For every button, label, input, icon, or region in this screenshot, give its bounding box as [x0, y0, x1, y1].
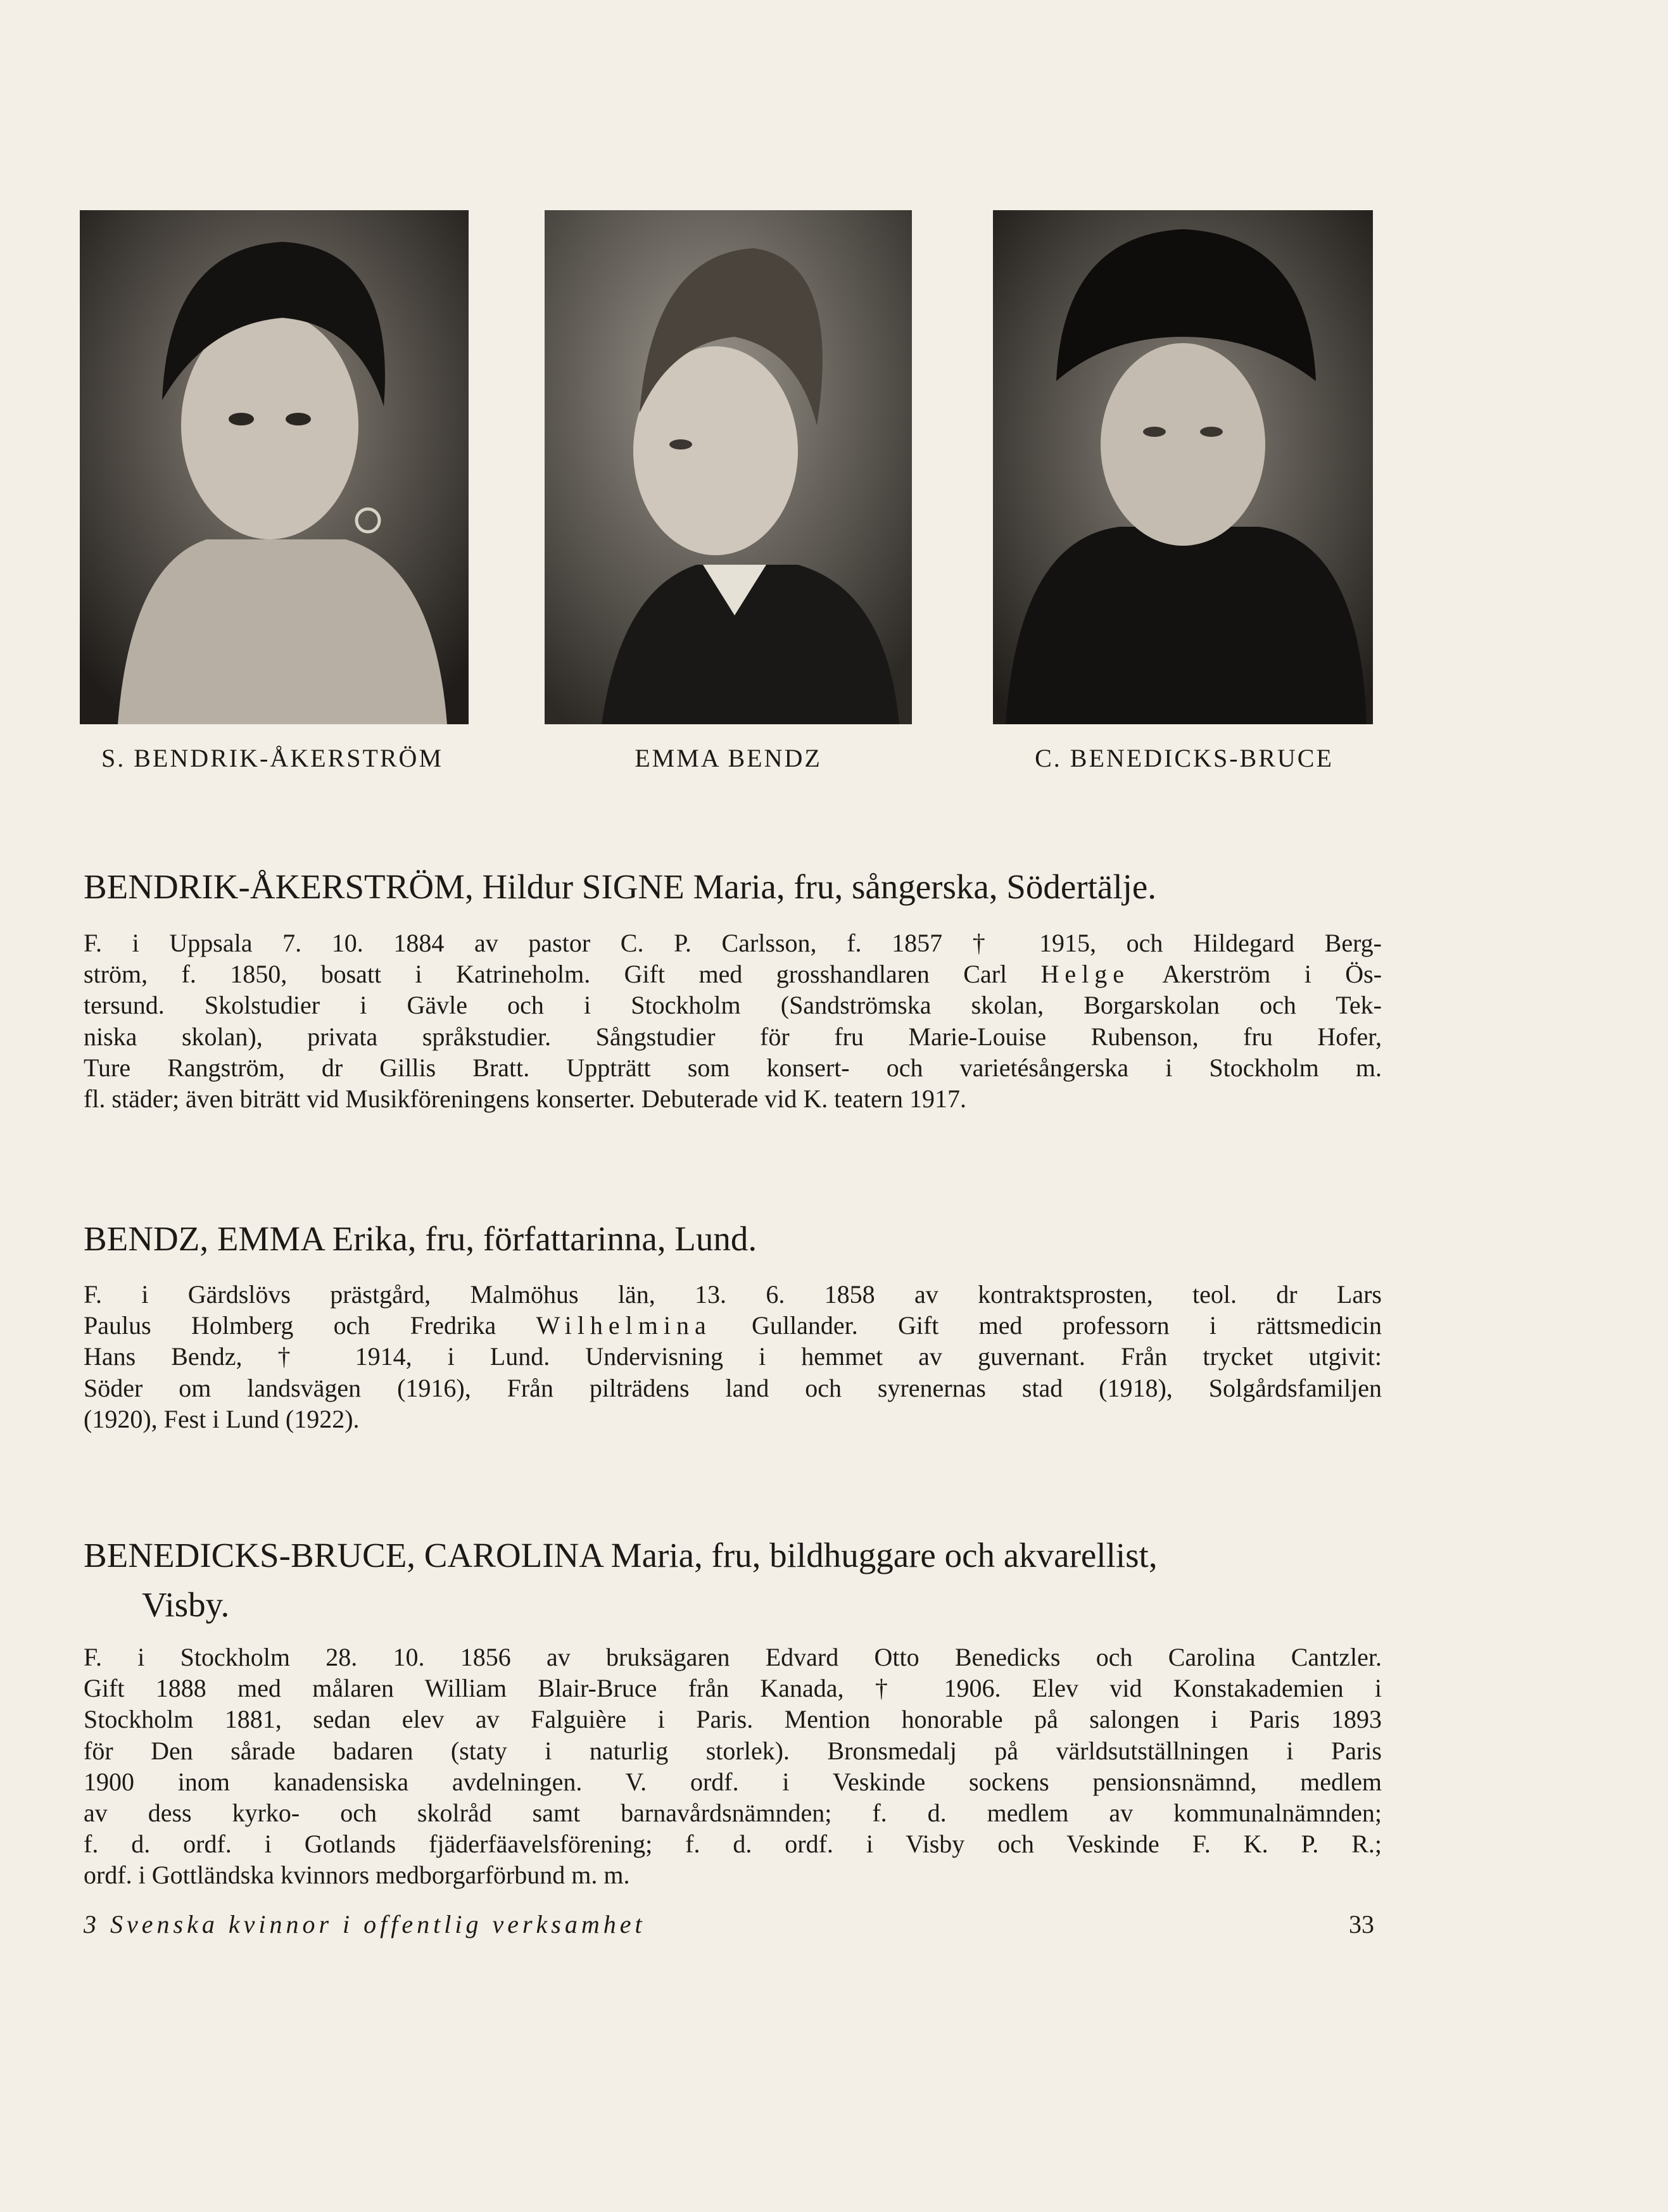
body-line: 1900 inom kanadensiska avdelningen. V. ordf. i Veskinde sockens pensionsnämnd, medlem	[84, 1767, 1382, 1796]
portrait-caption: C. BENEDICKS-BRUCE	[1035, 744, 1334, 772]
body-line: ström, f. 1850, bosatt i Katrineholm. Gift med grosshandlaren Carl Helge Akerström i Ös-	[84, 960, 1382, 989]
entry-heading	[84, 1531, 1382, 1630]
body-line: fl. städer; även biträtt vid Musikföreningens konserter. Debuterade vid K. teatern 1917.	[84, 1084, 967, 1114]
body-line: F. i Gärdslövs prästgård, Malmöhus län, 13. 6. 1858 av kontraktsprosten, teol. dr Lars	[84, 1280, 1382, 1309]
body-line: Ture Rangström, dr Gillis Bratt. Uppträtt som konsert- och varietésångerska i Stockholm m.	[84, 1053, 1382, 1082]
body-line: tersund. Skolstudier i Gävle och i Stockholm (Sandströmska skolan, Borgarskolan och Tek-	[84, 991, 1382, 1020]
body-line: f. d. ordf. i Gotlands fjäderfäavelsförening; f. d. ordf. i Visby och Veskinde F. K. P. R.;	[84, 1830, 1382, 1859]
spaced-name: Helge	[1040, 960, 1130, 989]
portrait-bendrik-akerstrom	[80, 210, 469, 724]
portrait-caption: EMMA BENDZ	[635, 744, 822, 772]
body-line: (1920), Fest i Lund (1922).	[84, 1404, 360, 1433]
body-line: Hans Bendz, † 1914, i Lund. Undervisning i hemmet av guvernant. Från trycket utgivit:	[84, 1342, 1382, 1371]
entry-heading: BENDRIK-ÅKERSTRÖM, Hildur SIGNE Maria, fru, sångerska, Södertälje.	[84, 867, 1157, 906]
body-line: F. i Uppsala 7. 10. 1884 av pastor C. P. Carlsson, f. 1857 † 1915, och Hildegard Berg-	[84, 929, 1382, 957]
body-line: Gift 1888 med målaren William Blair-Bruce från Kanada, † 1906. Elev vid Konstakademien i	[84, 1674, 1382, 1703]
body-line: F. i Stockholm 28. 10. 1856 av bruksägaren Edvard Otto Benedicks och Carolina Cantzler.	[84, 1643, 1382, 1671]
entry-heading-line: Visby.	[142, 1585, 230, 1624]
body-line: av dess kyrko- och skolråd samt barnavårdsnämnden; f. d. medlem av kommunalnämnden;	[84, 1799, 1382, 1828]
body-line: Paulus Holmberg och Fredrika Wilhelmina Gullander. Gift med professorn i rättsmedicin	[84, 1311, 1382, 1340]
entry-heading: BENDZ, EMMA Erika, fru, författarinna, Lund.	[84, 1219, 757, 1258]
portrait-caption: S. BENDRIK-ÅKERSTRÖM	[101, 744, 444, 772]
body-line: niska skolan), privata språkstudier. Sångstudier för fru Marie-Louise Rubenson, fru Hofer,	[84, 1022, 1382, 1051]
entry-body	[84, 1279, 1382, 1435]
entry-heading-line: BENEDICKS-BRUCE, CAROLINA Maria, fru, bildhuggare och akvarellist,	[84, 1536, 1158, 1574]
body-line: Stockholm 1881, sedan elev av Falguière i Paris. Mention honorable på salongen i Paris 1893	[84, 1705, 1382, 1734]
entry-body	[84, 1642, 1382, 1891]
body-line: Söder om landsvägen (1916), Från pilträdens land och syrenernas stad (1918), Solgårdsfamiljen	[84, 1373, 1382, 1402]
portrait-emma-bendz	[545, 210, 912, 724]
page-number: 33	[1349, 1910, 1374, 1939]
body-line: ordf. i Gottländska kvinnors medborgarförbund m. m.	[84, 1861, 630, 1890]
running-footer: 3 Svenska kvinnor i offentlig verksamhet	[84, 1910, 646, 1939]
spaced-name: Wilhelmina	[536, 1311, 712, 1340]
entry-body	[84, 927, 1382, 1114]
portrait-benedicks-bruce	[993, 210, 1373, 724]
body-line: för Den sårade badaren (staty i naturlig storlek). Bronsmedalj på världsutställningen i Paris	[84, 1736, 1382, 1765]
